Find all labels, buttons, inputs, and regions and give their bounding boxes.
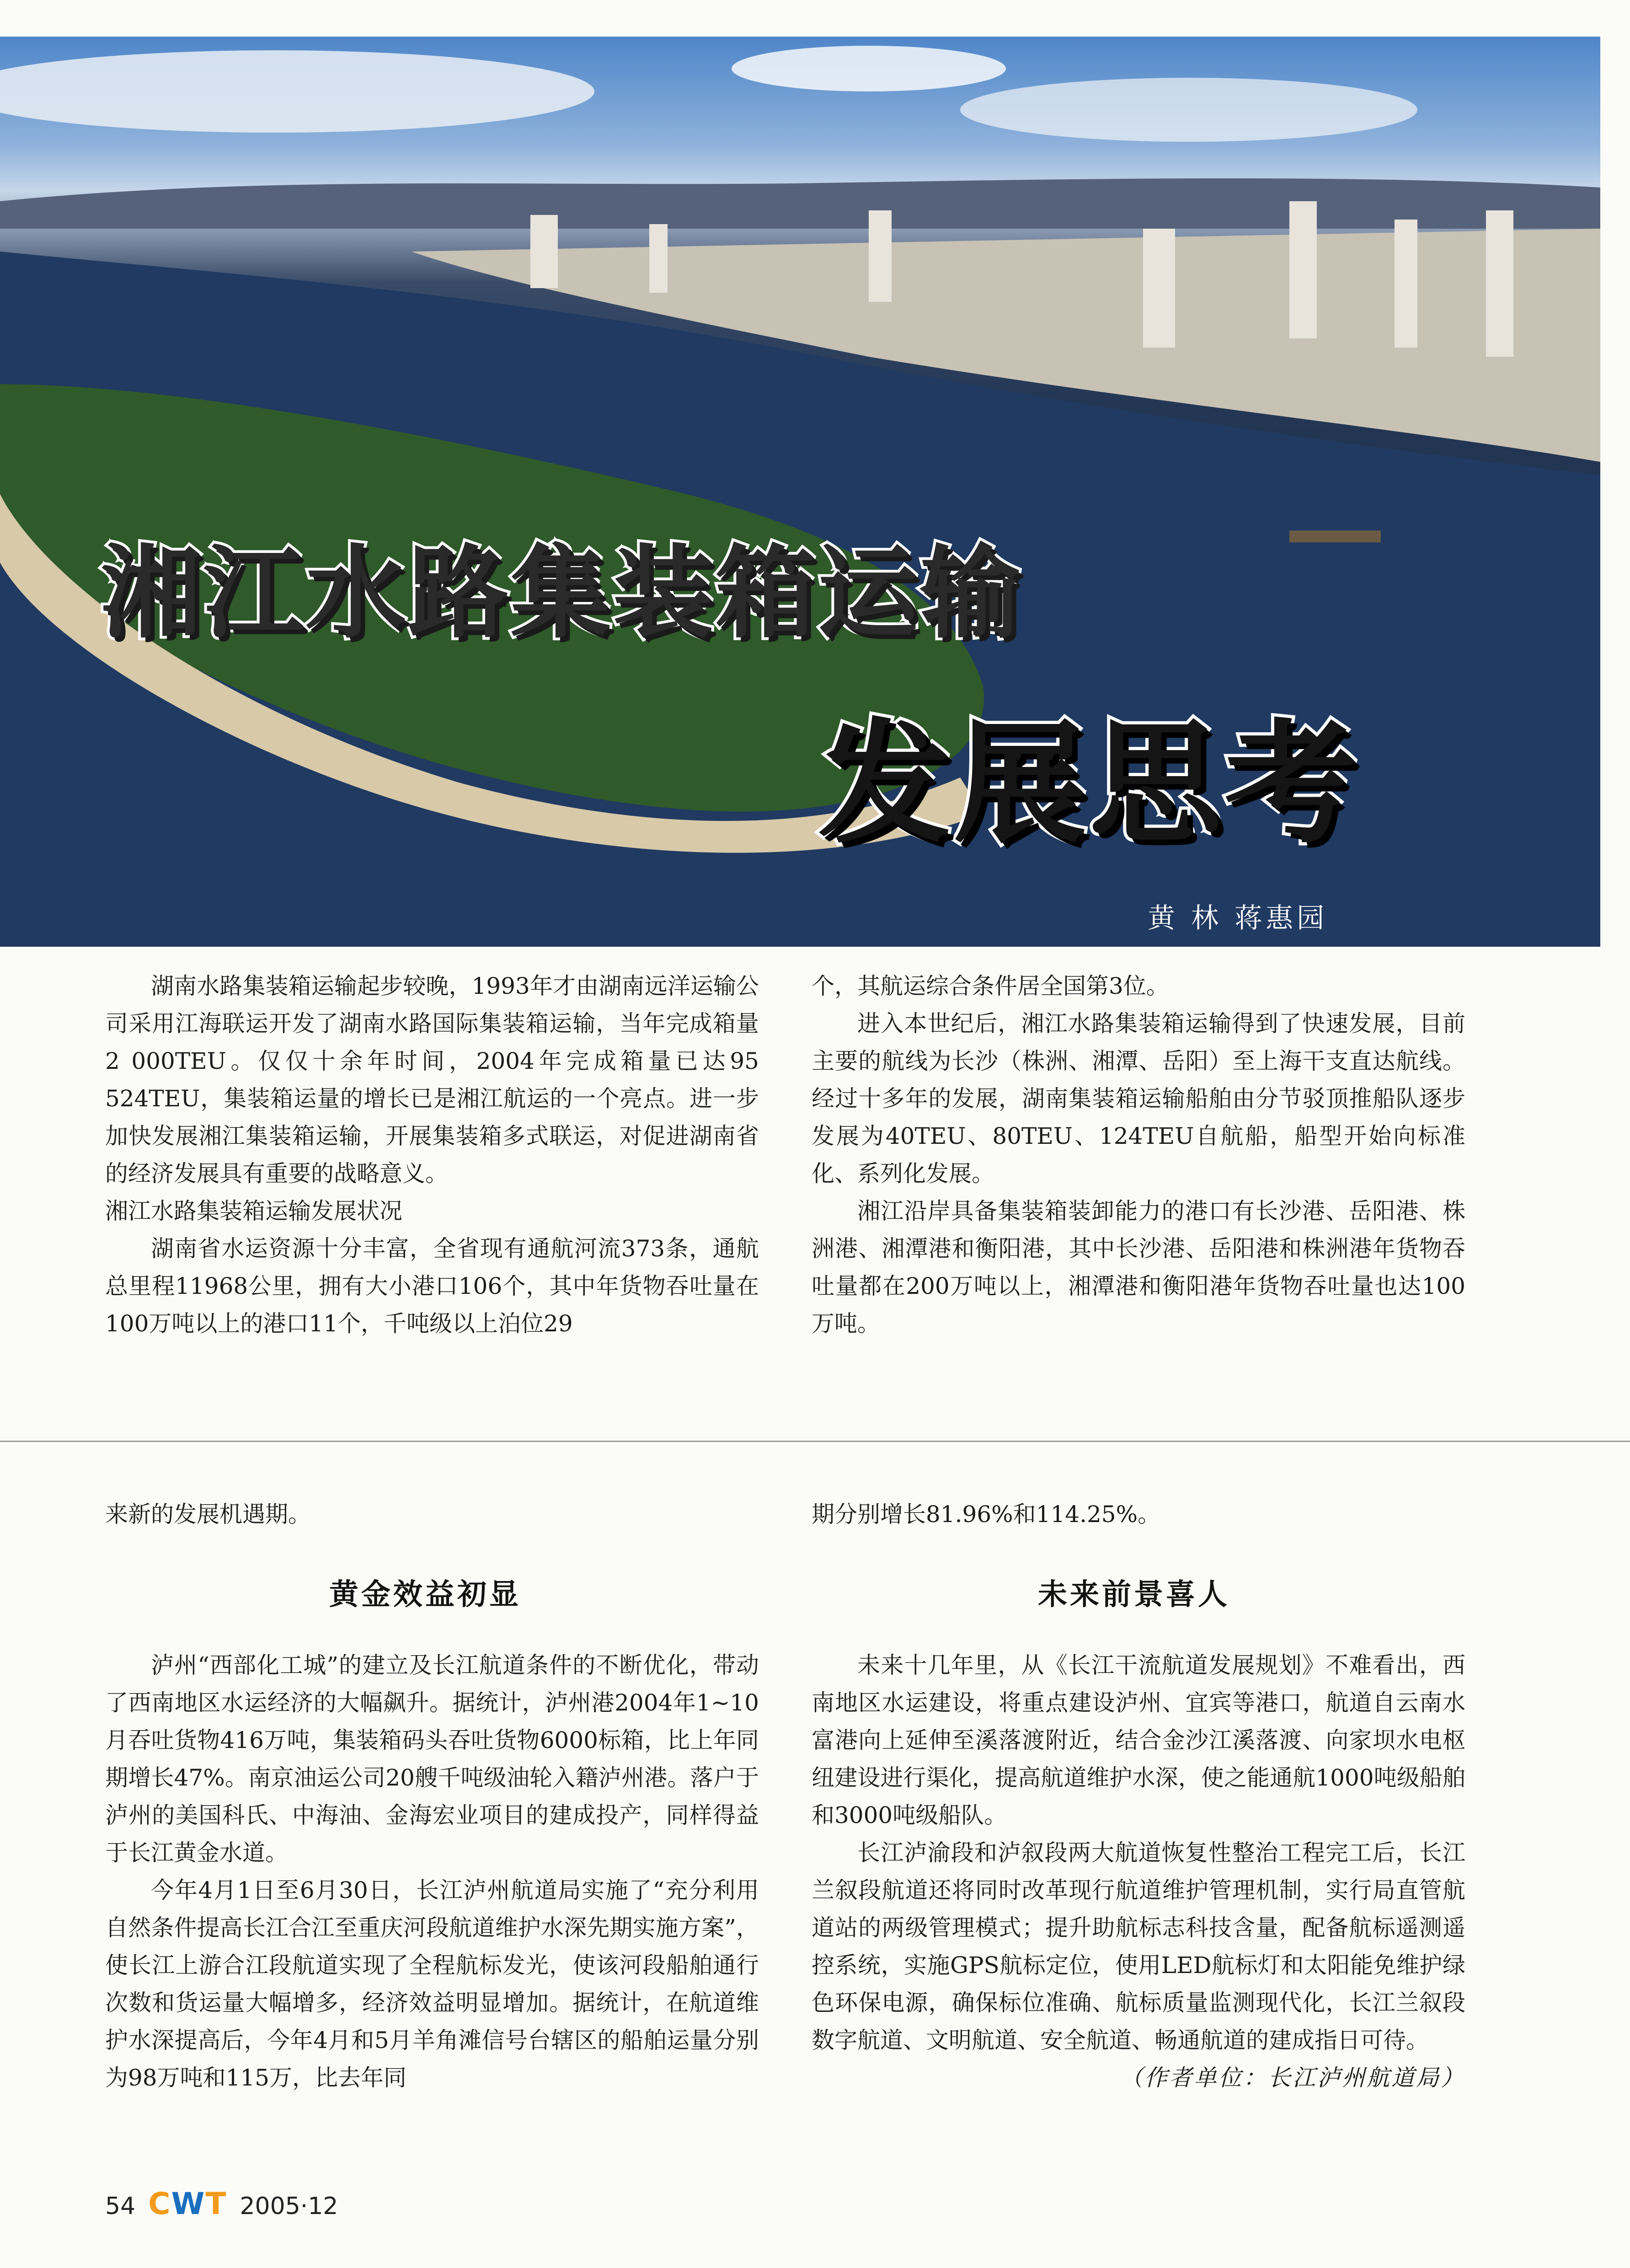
section-heading-golden-benefit: 黄金效益初显 <box>329 1578 521 1612</box>
issue-number: 2005·12 <box>240 2193 338 2220</box>
paragraph: 泸州“西部化工城”的建立及长江航道条件的不断优化，带动了西南地区水运经济的大幅飙升。据统计，泸州港2004年1~10月吞吐货物416万吨，集装箱码头吞吐货物6000标箱，比上年同期增长47%。南京油运公司20艘千吨级油轮入籍泸州港。落户于泸州的美国科氏、中海油、金海宏业项目的建成投产，同样得益于长江黄金水道。 <box>105 1652 759 1866</box>
lower-left-top <box>105 1496 759 1533</box>
page-number: 54 <box>105 2193 136 2220</box>
continued-line: 来新的发展机遇期。 <box>105 1501 311 1528</box>
continued-line: 期分别增长81.96%和114.25%。 <box>812 1501 1161 1528</box>
lower-right-top <box>812 1496 1465 1533</box>
lower-left-column <box>105 1646 759 2096</box>
paragraph: 未来十几年里，从《长江干流航道发展规划》不难看出，西南地区水运建设，将重点建设泸州、宜宾等港口，航道自云南水富港向上延伸至溪落渡附近，结合金沙江溪落渡、向家坝水电枢纽建设进行渠化，提高航道维护水深，使之能通航1000吨级船舶和3000吨级船队。 <box>812 1652 1465 1828</box>
logo-letter-w: W <box>171 2186 206 2221</box>
paragraph: 湖南省水运资源十分丰富，全省现有通航河流373条，通航总里程11968公里，拥有大小港口106个，其中年货物吞吐量在100万吨以上的港口11个，千吨级以上泊位29 <box>105 1235 759 1337</box>
section-subheading: 湘江水路集装箱运输发展状况 <box>105 1198 402 1224</box>
aerial-river-illustration <box>0 37 1600 947</box>
paragraph: 今年4月1日至6月30日，长江泸州航道局实施了“充分利用自然条件提高长江合江至重庆河段航道维护水深先期实施方案”，使长江上游合江段航道实现了全程航标发光，使该河段船舶通行次数和货运量大幅增多，经济效益明显增加。据统计，在航道维护水深提高后，今年4月和5月羊角滩信号台辖区的船舶运量分别为98万吨和115万，比去年同 <box>105 1877 759 2091</box>
authors: 黄 林 蒋惠园 <box>1148 902 1328 934</box>
page-footer <box>105 2186 338 2221</box>
paragraph: 个，其航运综合条件居全国第3位。 <box>812 973 1169 999</box>
hero-photo <box>0 37 1600 947</box>
page-divider <box>0 1441 1630 1442</box>
magazine-logo <box>148 2186 227 2221</box>
lower-right-column <box>812 1646 1465 2096</box>
logo-letter-c: C <box>148 2186 171 2221</box>
article-title-line2: 发展思考 <box>818 707 1360 861</box>
paragraph: 长江泸渝段和泸叙段两大航道恢复性整治工程完工后，长江兰叙段航道还将同时改革现行航道维护管理机制，实行局直管航道站的两级管理模式；提升助航标志科技含量，配备航标遥测遥控系统，实施GPS航标定位，使用LED航标灯和太阳能免维护绿色环保电源，确保标位准确、航标质量监测现代化，长江兰叙段数字航道、文明航道、安全航道、畅通航道的建成指日可待。 <box>812 1839 1465 2054</box>
upper-left-column <box>105 967 759 1342</box>
paragraph: 湘江沿岸具备集装箱装卸能力的港口有长沙港、岳阳港、株洲港、湘潭港和衡阳港，其中长沙港、岳阳港和株洲港年货物吞吐量都在200万吨以上，湘潭港和衡阳港年货物吞吐量也达100万吨。 <box>812 1198 1465 1337</box>
author-affiliation: （作者单位：长江泸州航道局） <box>1120 2064 1465 2091</box>
upper-right-column <box>812 967 1465 1342</box>
article-title-line1: 湘江水路集装箱运输 <box>101 535 1023 652</box>
paragraph: 进入本世纪后，湘江水路集装箱运输得到了快速发展，目前主要的航线为长沙（株洲、湘潭、岳阳）至上海干支直达航线。经过十多年的发展，湖南集装箱运输船舶由分节驳顶推船队逐步发展为40TEU、80TEU、124TEU自航船，船型开始向标准化、系列化发展。 <box>812 1010 1465 1187</box>
logo-letter-t: T <box>205 2186 227 2221</box>
paragraph: 湖南水路集装箱运输起步较晚，1993年才由湖南远洋运输公司采用江海联运开发了湖南水路国际集装箱运输，当年完成箱量2 000TEU。仅仅十余年时间，2004年完成箱量已达95 524TEU，集装箱运量的增长已是湘江航运的一个亮点。进一步加快发展湘江集装箱运输，开展集装箱多式联运，对促进湖南省的经济发展具有重要的战略意义。 <box>105 973 759 1187</box>
section-heading-future-outlook: 未来前景喜人 <box>1038 1578 1230 1612</box>
